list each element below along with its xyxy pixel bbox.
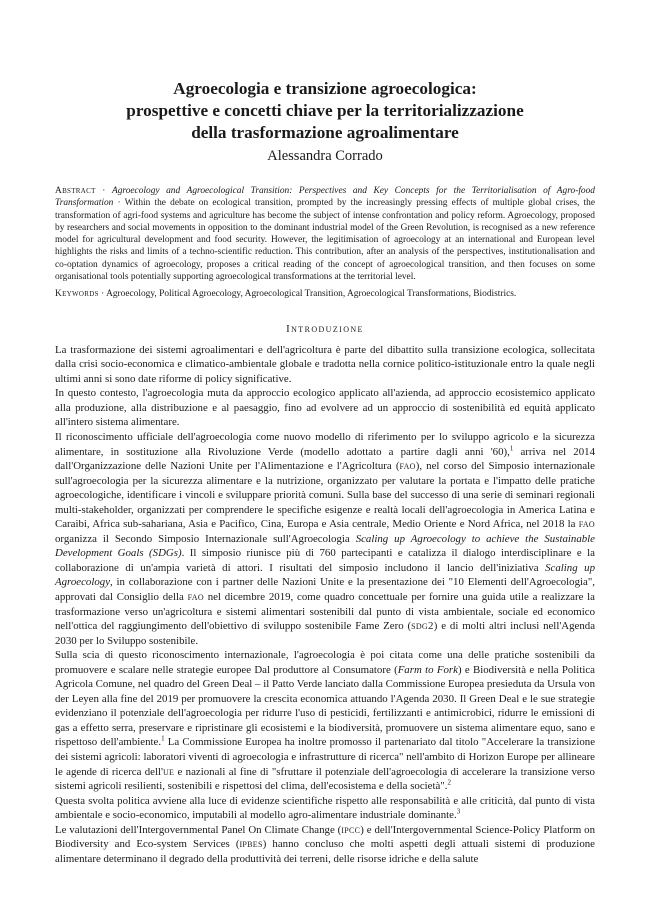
title-line-3: della trasformazione agroalimentare: [191, 123, 459, 142]
acronym-ipbes: ipbes: [239, 838, 263, 851]
footnote-ref-1: 1: [509, 443, 514, 452]
text-run: arriva nel 2014 dall'Organizzazione delle Nazioni Unite per l'Alimentazione e l'Agricoltura (: [55, 445, 595, 473]
body-text: [55, 343, 595, 867]
author-name: Alessandra Corrado: [267, 148, 383, 164]
text-run: La Commissione Europea ha inoltre promosso il partenariato dal titolo "Accelerare la transizione dei sistemi agricoli: laboratori viventi di agroecologia e infrastrutture di ricerca" nell'ambito di Horizon Europe per allineare le agende di ricerca dell': [55, 736, 596, 778]
abstract: [55, 185, 595, 283]
keywords: [55, 288, 595, 300]
text-run: organizza il Secondo Simposio Internazionale sull'Agroecologia: [55, 532, 356, 545]
title-line-2: prospettive e concetti chiave per la territorializzazione: [126, 101, 524, 120]
acronym-ipcc: ipcc: [341, 823, 361, 836]
footnote-ref-1b: 1: [161, 734, 165, 743]
keywords-separator: ·: [98, 289, 107, 300]
paragraph-3: [55, 430, 595, 648]
paragraph-2: In questo contesto, l'agroecologia muta da approccio ecologico applicato all'azienda, ad approccio ecosistemico applicato alla produzione, alla distribuzione e al paesaggio, fino ad evolvere ad un approccio di sostenibilità ed equità applicato all'intero sistema alimentare.: [55, 387, 595, 429]
initiative-name: Scaling up Agroecology: [55, 561, 595, 589]
paragraph-1: La trasformazione dei sistemi agroalimentari e dell'agricoltura è parte del dibattito sulla transizione ecologica, sollecitata dalla crisi socio-economica e climatico-ambientale globale e tradotta nella cornice politico-istituzionale entro la quale negli ultimi anni si sono date riforme di policy significative.: [55, 343, 595, 385]
text-run: ) e di molti altri inclusi nell'Agenda 2030 per lo Sviluppo sostenibile.: [55, 620, 596, 647]
abstract-separator-2: ·: [113, 198, 125, 209]
paragraph-4: [55, 648, 595, 793]
acronym-fao: fao: [187, 590, 204, 603]
footnote-ref-2: 2: [447, 778, 451, 787]
text-run: ) hanno concluso che molti aspetti degli attuali sistemi di produzione alimentare determinano il degrado della produttività dei terreni, delle risorse idriche e della salute: [55, 838, 595, 865]
text-run: . Il simposio riunisce più di 760 partecipanti e catalizza il dialogo interdisciplinare e la collaborazione di un'ampia varietà di attori. I risultati del simposio includono il lancio dell'iniziativa: [55, 547, 595, 574]
abstract-english-title: Agroecology and Agroecological Transition: Perspectives and Key Concepts for the Territorialisation of Agro-food Transformation: [55, 186, 595, 209]
abstract-label: Abstract: [55, 186, 96, 196]
text-run: nel dicembre 2019, come quadro concettuale per fornire una guida utile a realizzare la trasformazione verso un'agricoltura e sistemi alimentari sostenibili dal punto di vista ambientale, sociale ed economico nell'ottica del raggiungimento dell'obiettivo di sviluppo sostenibile Fame Zero (: [55, 590, 595, 633]
symposium-title: Scaling up Agroecology to achieve the Sustainable Development Goals (SDGs): [55, 532, 595, 560]
acronym-ue: ue: [162, 765, 175, 778]
acronym-fao: fao: [578, 518, 595, 531]
text-run: Questa svolta politica avviene alla luce di evidenze scientifiche rispetto alle responsabilità e alle criticità, dal punto di vista ambientale e socio-economico, imputabili al modello agro-alimentare industriale dominante.: [55, 794, 595, 822]
keywords-label: Keywords: [55, 289, 99, 300]
text-run: ) e dell'Intergovernmental Science-Policy Platform on Biodiversity and Eco-system Services (: [55, 823, 596, 851]
title-line-1: Agroecologia e transizione agroecologica:: [173, 79, 477, 98]
acronym-sdg2: sdg2: [411, 620, 434, 633]
text-run: Il riconoscimento ufficiale dell'agroecologia come nuovo modello di riferimento per lo sviluppo agricolo e la sicurezza alimentare, in sostituzione alla Rivoluzione Verde (modello adottato a partire dagli anni '60),: [55, 430, 595, 458]
abstract-text: Within the debate on ecological transition, prompted by the increasingly pressing effects of multiple global crises, the transformation of agri-food systems and agriculture has become the subject of intense confrontation and policy reform. Agroecology, proposed by researchers and social movements in opposition to the dominant industrial model of the Green Revolution, is recognised as a new reference model for agricultural development and food security. However, the legitimisation of agroecology at an international and European level highlights the risks and limits of a techno-scientific reduction. This contribution, after an analysis of the perspectives, institutionalisation and co-optation dynamics of agroecology, proposes a critical reading of the concept of agroecological transition, and then focuses on some organisational tools potentially supporting agroecological transformations at the territorial level.: [55, 198, 596, 283]
text-run: ) e Biodiversità e nella Politica Agricola Comune, nel quadro del Green Deal – il Patto Verde lanciato dalla Commissione Europea presieduta da Ursula von der Leyen alla fine del 2019 per promuovere la crescita economica attuando l'Agenda 2030. Il Green Deal e le sue strategie evidenziano il potenziale dell'agroecologia per ridurre l'uso di pesticidi, fertilizzanti e antimicrobici, ridurre le emissioni di gas a effetto serra, preservare e ripristinare gli ecosistemi e la biodiversità, promuovere un sistema alimentare equo, sano e rispettoso dell'ambiente.: [55, 663, 595, 749]
section-heading-introduzione: Introduzione: [286, 322, 364, 335]
text-run: Sulla scia di questo riconoscimento internazionale, l'agroecologia è poi citata come una delle pratiche sostenibili da promuovere e scalare nelle strategie europee Dal produttore al Consumatore (: [55, 649, 595, 676]
text-run: e nazionali al fine di "sfruttare il potenziale dell'agroecologia di accelerare la transizione verso sistemi agricoli resilienti, sostenibili e rispettosi del clima, dell'ecosistema e della società".: [55, 765, 595, 793]
paper-title: [55, 78, 595, 144]
abstract-separator: ·: [95, 186, 112, 196]
paragraph-6: [55, 823, 595, 867]
footnote-ref-3: 3: [456, 807, 461, 816]
keywords-text: Agroecology, Political Agroecology, Agroecological Transition, Agroecological Transformations, Biodistrics.: [106, 289, 517, 300]
acronym-fao: fao: [399, 460, 416, 473]
strategy-name: Farm to Fork: [397, 663, 458, 676]
text-run: , in collaborazione con i partner delle Nazioni Unite e la presentazione dei "10 Elementi dell'Agroecologia", approvati dal Consiglio della: [55, 576, 595, 603]
paragraph-5: [55, 794, 595, 823]
text-run: ), nel corso del Simposio internazionale sull'agroecologia per la sicurezza alimentare e la nutrizione, organizzato per valutare la portata e l'impatto delle pratiche agroecologiche, identificare i vincoli e sviluppare priorità comuni. Sulla base del successo di una serie di seminari regionali multi-stakeholder, organizzati per comprendere le specifiche esigenze e realtà locali dell'agroecologia in America Latina e Caraibi, Africa sub-sahariana, Asia e Pacifico, Cina, Europa e Asia centrale, Medio Oriente e Nord Africa, nel 2018 la: [55, 460, 595, 531]
text-run: Le valutazioni dell'Intergovernmental Panel On Climate Change (: [55, 823, 342, 836]
